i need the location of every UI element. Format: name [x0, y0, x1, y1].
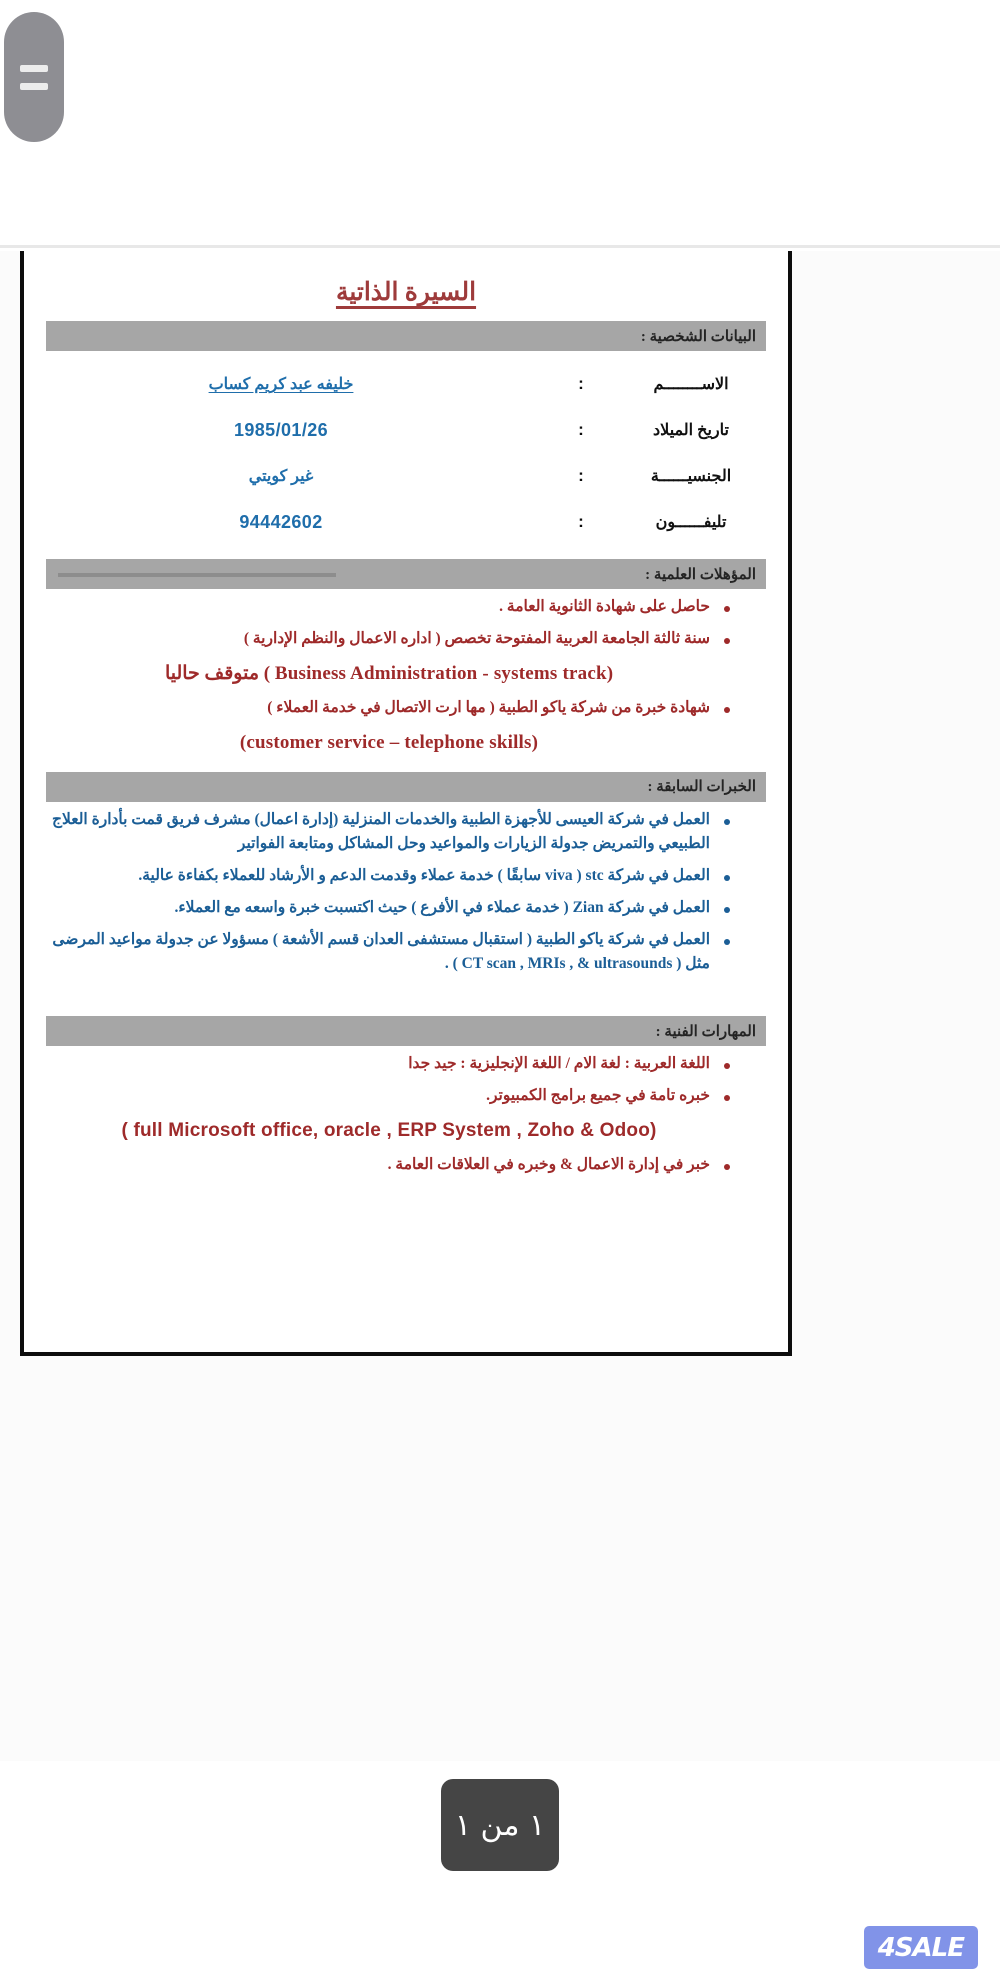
section-header-qualifications-label: المؤهلات العلمية : — [645, 566, 756, 583]
experience-list — [46, 808, 766, 976]
field-label-nationality: الجنسيــــــة — [650, 468, 732, 485]
table-row — [46, 407, 766, 453]
personal-info-table — [46, 361, 766, 545]
list-item: العمل في شركة ياكو الطبية ( استقبال مستشفى العدان قسم الأشعة ) مسؤولا عن جدولة مواعيد المرضى مثل ( CT scan , MRIs , & ultrasounds ) . — [46, 928, 732, 976]
field-value-phone: 94442602 — [239, 511, 323, 532]
section-header-experience-label: الخبرات السابقة : — [647, 779, 756, 796]
field-label-birthdate: تاريخ الميلاد — [653, 422, 729, 439]
field-value-nationality: غير كويتي — [248, 468, 314, 485]
page-title: السيرة الذاتية — [335, 279, 477, 306]
list-item: العمل في شركة Zian ( خدمة عملاء في الأفرع ) حيث اكتسبت خبرة واسعه مع العملاء. — [46, 896, 732, 920]
section-header-personal — [46, 321, 766, 351]
qualifications-list — [46, 595, 766, 758]
brand-watermark: 4SALE — [864, 1926, 978, 1969]
section-header-personal-label: البيانات الشخصية : — [640, 328, 756, 345]
hamburger-icon-line-2 — [20, 83, 48, 90]
skills-list — [46, 1052, 766, 1177]
qualification-track-line: متوقف حاليا ( Business Administration - systems track) — [164, 663, 614, 685]
spacer — [46, 984, 766, 1002]
document-scroll-area[interactable] — [0, 251, 1000, 1761]
hamburger-menu-button[interactable] — [4, 12, 64, 142]
table-row — [46, 499, 766, 545]
table-row — [46, 453, 766, 499]
hamburger-icon-line-1 — [20, 65, 48, 72]
list-item: خبره تامة في جميع برامج الكمبيوتر. — [46, 1084, 732, 1108]
list-item: اللغة العربية : لغة الام / اللغة الإنجليزية : جيد جدا — [46, 1052, 732, 1076]
document-page — [20, 251, 792, 1356]
field-label-name: الاســــــــم — [653, 376, 729, 393]
list-item: العمل في شركة العيسى للأجهزة الطبية والخدمات المنزلية (إدارة اعمال) مشرف فريق قمت بأدارة العلاج الطبيعي والتمريض جدولة الزيارات والمواعيد وحل المشاكل ومتابعة الفواتير — [46, 808, 732, 856]
field-value-name: خليفه عبد كريم كساب — [208, 376, 354, 393]
list-item: العمل في شركة stc ( viva سابقًا ) خدمة عملاء وقدمت الدعم و الأرشاد للعملاء بكفاءة عالية. — [46, 864, 732, 888]
field-separator: : — [578, 466, 584, 485]
field-separator: : — [578, 374, 584, 393]
field-separator: : — [578, 420, 584, 439]
list-item: شهادة خبرة من شركة ياكو الطبية ( مها ارت الاتصال في خدمة العملاء ) — [46, 696, 732, 720]
section-header-qualifications — [46, 559, 766, 589]
field-label-phone: تليفــــــون — [655, 514, 727, 531]
list-item: سنة ثالثة الجامعة العربية المفتوحة تخصص ( اداره الاعمال والنظم الإدارية ) — [46, 627, 732, 651]
field-value-birthdate: 1985/01/26 — [233, 419, 329, 440]
qualification-certificate-line: (customer service – telephone skills) — [239, 732, 539, 754]
section-header-experience — [46, 772, 766, 802]
viewer-footer — [0, 1761, 1000, 1981]
list-item: خبر في إدارة الاعمال & وخبره في العلاقات العامة . — [46, 1153, 732, 1177]
viewer-topbar — [0, 0, 1000, 248]
page-indicator[interactable]: ١ من ١ — [441, 1779, 559, 1871]
field-separator: : — [578, 512, 584, 531]
table-row — [46, 361, 766, 407]
section-header-skills-label: المهارات الفنية : — [655, 1023, 756, 1040]
list-item: حاصل على شهادة الثانوية العامة . — [46, 595, 732, 619]
section-header-skills — [46, 1016, 766, 1046]
skills-software-line: ( full Microsoft office, oracle , ERP System , Zoho & Odoo) — [121, 1120, 657, 1142]
